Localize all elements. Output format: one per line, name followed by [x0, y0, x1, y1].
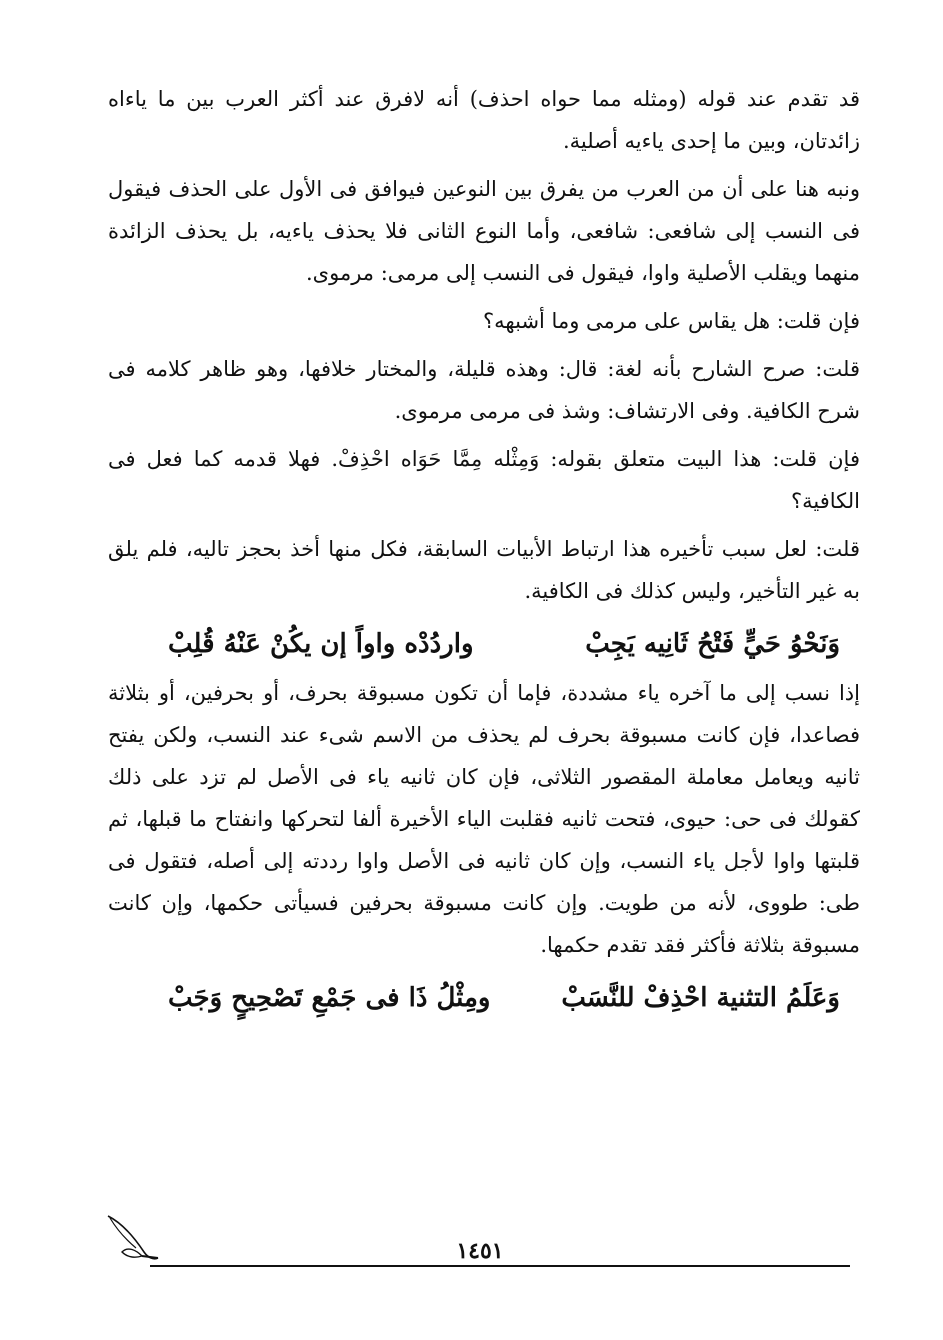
verse-1-first-hemistich: وَنَحْوُ حَيٍّ فَتْحُ ثَانِيه يَجِبْ	[585, 629, 840, 659]
quill-ornament-icon	[102, 1208, 162, 1268]
paragraph-1: قد تقدم عند قوله (ومثله مما حواه احذف) أنه لافرق عند أكثر العرب بين ما ياءاه زائدتان، وبين ما إحدى ياءيه أصلية.	[108, 87, 860, 153]
verse-2-first-hemistich: وَعَلَمُ التثنية احْذِفْ للنَّسَبْ	[561, 983, 840, 1013]
verse-1-second-hemistich: واردُدْه واواً إن يكُنْ عَنْهُ قُلِبْ	[168, 629, 474, 659]
verse-2	[108, 972, 860, 1024]
paragraph-3: فإن قلت: هل يقاس على مرمى وما أشبهه؟	[483, 309, 860, 333]
page-number: ١٤٥١	[456, 1238, 504, 1264]
paragraph-4: قلت: صرح الشارح بأنه لغة: قال: وهذه قليلة، والمختار خلافها، وهو ظاهر كلامه فى شرح الكافية. وفى الارتشاف: وشذ فى مرمى مرموى.	[108, 357, 860, 423]
paragraph-2: ونبه هنا على أن من العرب من يفرق بين النوعين فيوافق فى الأول على الحذف فيقول فى النسب إلى شافعى: شافعى، وأما النوع الثانى فلا يحذف ياءيه، بل يحذف الزائدة منهما ويقلب الأصلية واوا، فيقول فى النسب إلى مرمى: مرموى.	[108, 177, 860, 285]
verse-1	[108, 618, 860, 670]
verse-2-second-hemistich: ومِثْلُ ذَا فى جَمْعِ تَصْحِيحٍ وَجَبْ	[168, 983, 491, 1013]
page-body	[108, 78, 860, 1026]
paragraph-6: قلت: لعل سبب تأخيره هذا ارتباط الأبيات السابقة، فكل منها أخذ بحجز تاليه، فلم يلق به غير التأخير، وليس كذلك فى الكافية.	[108, 537, 861, 603]
paragraph-5: فإن قلت: هذا البيت متعلق بقوله: وَمِثْله مِمَّا حَوَاه احْذِفْ. فهلا قدمه كما فعل فى الكافية؟	[108, 447, 860, 513]
footer-rule	[150, 1265, 850, 1267]
paragraph-7: إذا نسب إلى ما آخره ياء مشددة، فإما أن تكون مسبوقة بحرف، أو بحرفين، أو بثلاثة فصاعدا، فإن كانت مسبوقة بحرف لم يحذف من الاسم شىء عند النسب، ولكن يفتح ثانيه ويعامل معاملة المقصور الثلاثى، فإن كان ثانيه ياء فى الأصل لم تزد على ذلك كقولك فى حى: حيوى، فتحت ثانيه فقلبت الياء الأخيرة ألفا لتحركها وانفتاح ما قبلها، ثم قلبتها واوا لأجل ياء النسب، وإن كان ثانيه فى الأصل واوا رددته إلى أصله، فتقول فى طى: طووى، لأنه من طويت. وإن كانت مسبوقة بحرفين فسيأتى حكمها، وإن كانت مسبوقة بثلاثة فأكثر فقد تقدم حكمها.	[108, 681, 860, 957]
